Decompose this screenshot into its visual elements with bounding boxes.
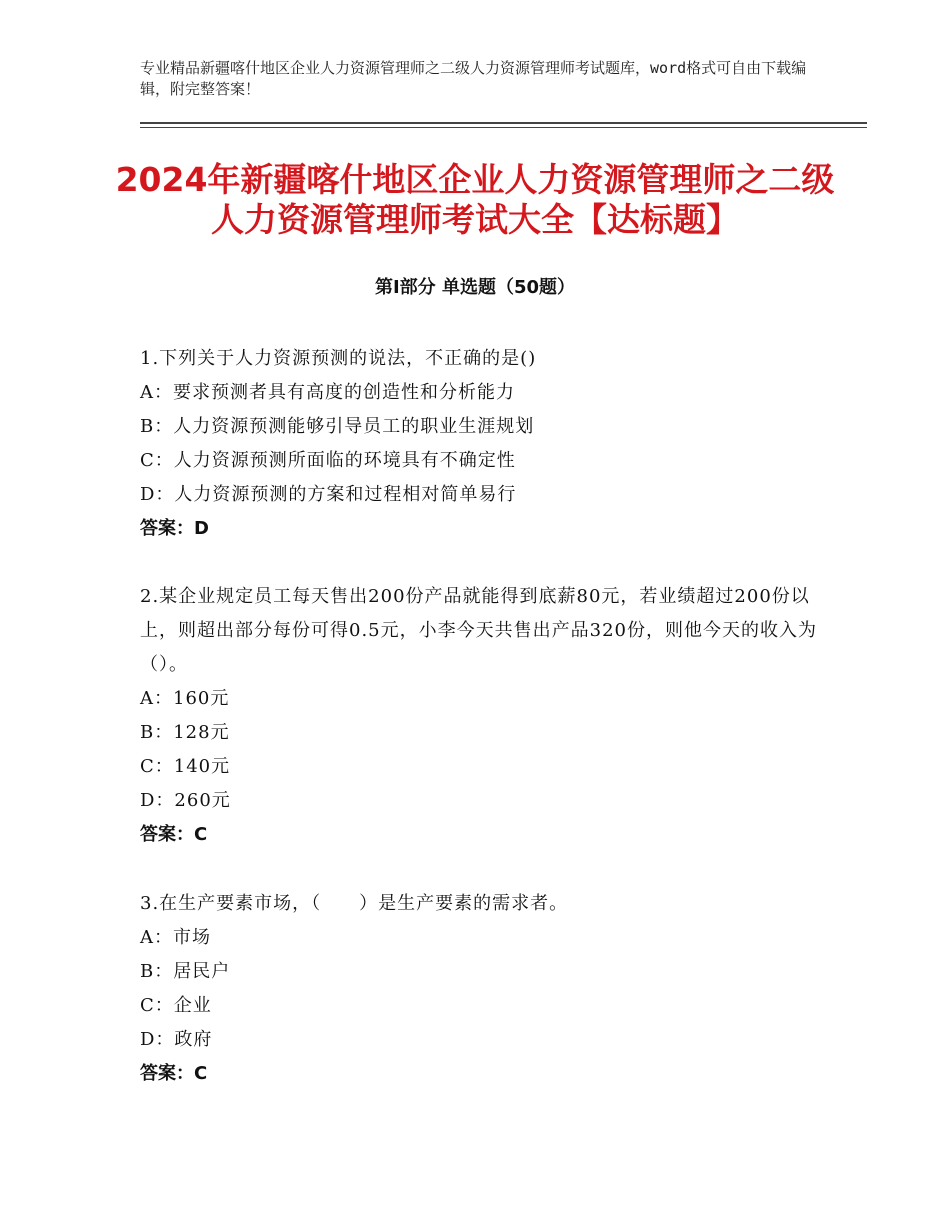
header-rule-thin: [140, 127, 867, 128]
document-title: 2024年新疆喀什地区企业人力资源管理师之二级人力资源管理师考试大全【达标题】: [115, 160, 835, 239]
option-d: D：政府: [140, 1029, 213, 1050]
option-c: C：人力资源预测所面临的环境具有不确定性: [140, 450, 516, 471]
header-note: 专业精品新疆喀什地区企业人力资源管理师之二级人力资源管理师考试题库，word格式可自由下载编辑，附完整答案！: [140, 59, 807, 98]
question-stem: 2.某企业规定员工每天售出200份产品就能得到底薪80元，若业绩超过200份以上，则超出部分每份可得0.5元，小李今天共售出产品320份，则他今天的收入为（）。: [140, 586, 817, 675]
answer: 答案：D: [140, 518, 209, 539]
answer: 答案：C: [140, 1063, 208, 1084]
answer: 答案：C: [140, 824, 208, 845]
question-stem: 3.在生产要素市场，（ ）是生产要素的需求者。: [140, 893, 569, 914]
question-stem: 1.下列关于人力资源预测的说法，不正确的是(): [140, 348, 537, 369]
question-block: [140, 342, 820, 546]
option-a: A：市场: [140, 927, 211, 948]
question-block: [140, 580, 820, 852]
header-rule-thick: [140, 122, 867, 124]
option-a: A：要求预测者具有高度的创造性和分析能力: [140, 382, 515, 403]
option-b: B：人力资源预测能够引导员工的职业生涯规划: [140, 416, 535, 437]
option-d: D：人力资源预测的方案和过程相对简单易行: [140, 484, 517, 505]
option-a: A：160元: [140, 688, 230, 709]
option-c: C：企业: [140, 995, 212, 1016]
option-b: B：128元: [140, 722, 230, 743]
section-title: 第Ⅰ部分 单选题（50题）: [374, 277, 575, 298]
option-c: C：140元: [140, 756, 231, 777]
question-block: [140, 887, 820, 1091]
option-d: D：260元: [140, 790, 231, 811]
option-b: B：居民户: [140, 961, 231, 982]
